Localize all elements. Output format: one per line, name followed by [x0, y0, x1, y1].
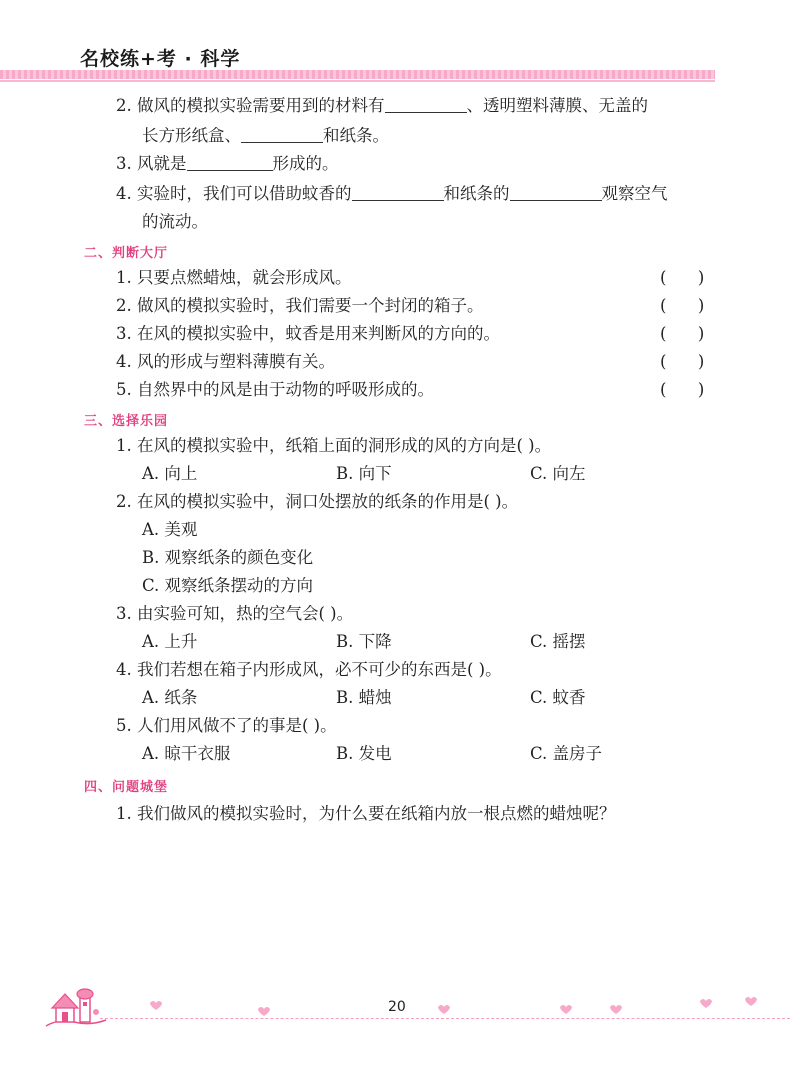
house-decoration-icon: [40, 982, 110, 1030]
choice-q3-option-c[interactable]: C. 摇摆: [530, 632, 586, 651]
answer-paren[interactable]: ( ): [660, 380, 705, 399]
section-heading-question: 四、问题城堡: [84, 780, 169, 795]
choice-q3-option-a[interactable]: A. 上升: [142, 632, 198, 651]
header-title: 名校练+考 · 科学: [80, 48, 241, 70]
answer-paren[interactable]: ( ): [660, 352, 705, 371]
fill-q4-text-b: 和纸条的: [443, 184, 510, 203]
section-heading-choice: 三、选择乐园: [84, 414, 169, 429]
choice-q1-option-a[interactable]: A. 向上: [142, 464, 198, 483]
choice-q3: 3. 由实验可知，热的空气会( )。: [116, 604, 354, 623]
choice-q3-option-b[interactable]: B. 下降: [336, 632, 392, 651]
header-line: [0, 80, 715, 82]
hearts-decoration-icon: [140, 995, 790, 1019]
fill-q4-line1: [116, 184, 668, 204]
fill-q2-line1: [116, 96, 648, 116]
choice-q2-option-a[interactable]: A. 美观: [142, 520, 198, 539]
fill-q2-line2: [142, 126, 389, 146]
answer-blank[interactable]: [510, 184, 602, 201]
fill-q3-text-a: 3. 风就是: [116, 154, 187, 173]
judge-item-4: 4. 风的形成与塑料薄膜有关。: [116, 352, 335, 371]
judge-item-5: 5. 自然界中的风是由于动物的呼吸形成的。: [116, 380, 434, 399]
fill-q4-text-c: 观察空气: [601, 184, 668, 203]
fill-q2-text-d: 和纸条。: [323, 126, 389, 145]
choice-q1-option-b[interactable]: B. 向下: [336, 464, 392, 483]
choice-q2: 2. 在风的模拟实验中，洞口处摆放的纸条的作用是( )。: [116, 492, 519, 511]
answer-blank[interactable]: [352, 184, 444, 201]
judge-item-1: 1. 只要点燃蜡烛，就会形成风。: [116, 268, 352, 287]
answer-paren[interactable]: ( ): [660, 324, 705, 343]
fill-q4-text-a: 4. 实验时，我们可以借助蚊香的: [116, 184, 352, 203]
fill-q3-text-b: 形成的。: [272, 154, 339, 173]
section-heading-judge: 二、判断大厅: [84, 246, 169, 261]
judge-item-2: 2. 做风的模拟实验时，我们需要一个封闭的箱子。: [116, 296, 484, 315]
choice-q5-option-c[interactable]: C. 盖房子: [530, 744, 603, 763]
answer-paren[interactable]: ( ): [660, 296, 705, 315]
choice-q4-option-c[interactable]: C. 蚊香: [530, 688, 586, 707]
choice-q1: 1. 在风的模拟实验中，纸箱上面的洞形成的风的方向是( )。: [116, 436, 552, 455]
answer-blank[interactable]: [187, 154, 273, 171]
fill-q2-text-b: 、透明塑料薄膜、无盖的: [466, 96, 648, 115]
choice-q4: 4. 我们若想在箱子内形成风，必不可少的东西是( )。: [116, 660, 502, 679]
fill-q2-text-a: 2. 做风的模拟实验需要用到的材料有: [116, 96, 385, 115]
choice-q2-option-c[interactable]: C. 观察纸条摆动的方向: [142, 576, 314, 595]
page-number: 20: [388, 999, 406, 1015]
fill-q2-text-c: 长方形纸盒、: [142, 126, 241, 145]
question-q1: 1. 我们做风的模拟实验时，为什么要在纸箱内放一根点燃的蜡烛呢？: [116, 804, 616, 823]
choice-q5-option-b[interactable]: B. 发电: [336, 744, 392, 763]
header-band: [0, 70, 715, 79]
choice-q2-option-b[interactable]: B. 观察纸条的颜色变化: [142, 548, 314, 567]
answer-paren[interactable]: ( ): [660, 268, 705, 287]
choice-q1-option-c[interactable]: C. 向左: [530, 464, 586, 483]
judge-item-3: 3. 在风的模拟实验中，蚊香是用来判断风的方向的。: [116, 324, 500, 343]
footer-divider: [100, 1018, 790, 1019]
choice-q5-option-a[interactable]: A. 晾干衣服: [142, 744, 231, 763]
choice-q4-option-a[interactable]: A. 纸条: [142, 688, 198, 707]
fill-q4-line2: 的流动。: [142, 212, 208, 231]
choice-q4-option-b[interactable]: B. 蜡烛: [336, 688, 392, 707]
answer-blank[interactable]: [385, 96, 467, 113]
answer-blank[interactable]: [241, 126, 323, 143]
fill-q3-line: [116, 154, 339, 174]
choice-q5: 5. 人们用风做不了的事是( )。: [116, 716, 337, 735]
